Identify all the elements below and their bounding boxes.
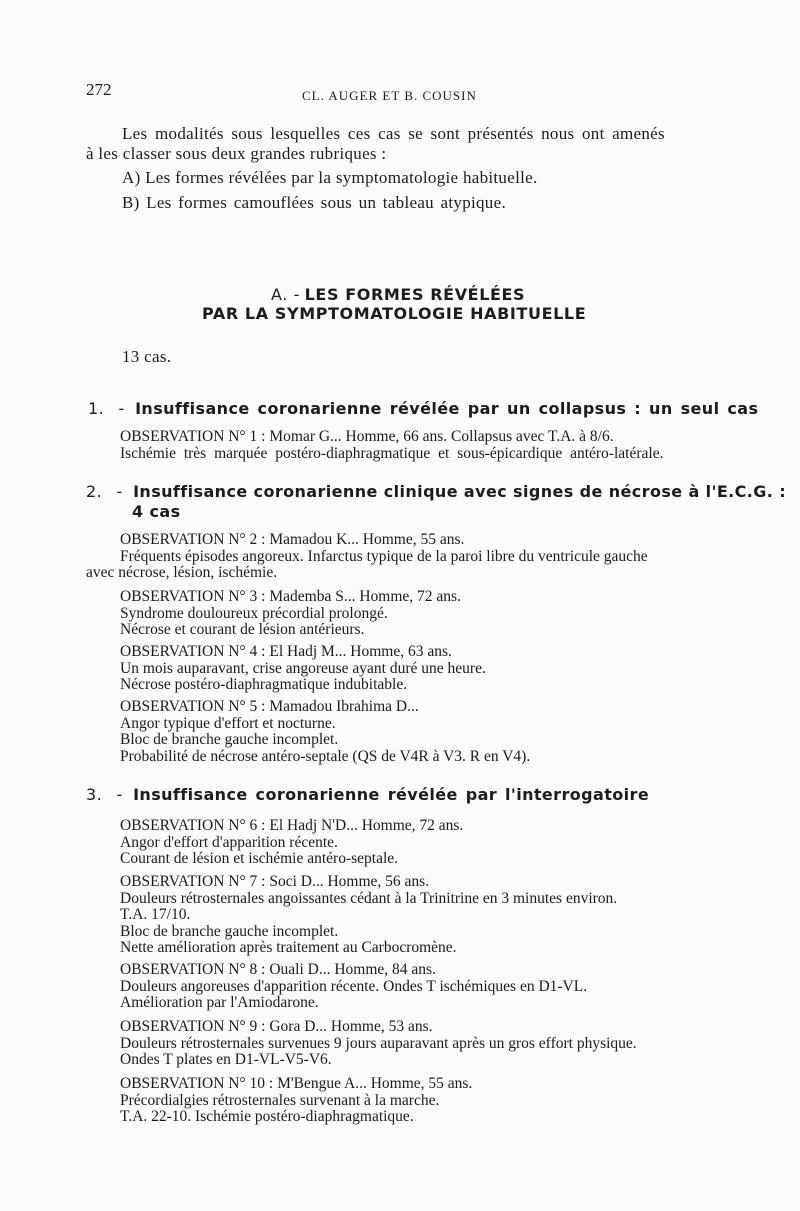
observation-3 [86,589,461,639]
observation-head: OBSERVATION N° 4 : El Hadj M... Homme, 63 ans. [120,643,452,660]
section-title-1: Insuffisance coronarienne révélée par un collapsus : un seul cas [135,399,759,418]
observation-line: Fréquents épisodes angoreux. Infarctus typique de la paroi libre du ventricule gauche [120,547,648,565]
observation-4 [86,644,486,694]
observation-line: T.A. 17/10. [120,906,191,923]
page-number: 272 [86,80,112,99]
observation-head: OBSERVATION N° 9 : Gora D... Homme, 53 ans. [120,1018,433,1035]
observation-line: Probabilité de nécrose antéro-septale (QS de V4R à V3. R en V4). [120,747,531,765]
observation-line: Bloc de branche gauche incomplet. [120,922,339,940]
observation-2 [86,532,648,582]
observation-line: Ondes T plates en D1-VL-V5-V6. [120,1051,332,1068]
section-heading-2 [86,482,786,502]
observation-line: avec nécrose, lésion, ischémie. [86,564,278,581]
section-number-2: 2. [86,482,103,501]
observation-head: OBSERVATION N° 1 : Momar G... Homme, 66 ans. Collapsus avec T.A. à 8/6. [120,428,614,445]
observation-line: Angor typique d'effort et nocturne. [120,714,336,732]
observation-7 [86,874,617,957]
observation-line: Nécrose postéro-diaphragmatique indubitable. [120,676,408,693]
part-a-heading-line-1 [271,285,525,305]
observation-head: OBSERVATION N° 6 : El Hadj N'D... Homme, 72 ans. [120,817,464,834]
observation-head: OBSERVATION N° 10 : M'Bengue A... Homme, 55 ans. [120,1075,473,1092]
observation-line: Ischémie très marquée postéro-diaphragmatique et sous-épicardique antéro-latérale. [120,444,664,462]
section-dash-1: - [118,399,125,418]
observation-5 [86,699,530,765]
observation-8 [86,962,587,1012]
observation-line: Bloc de branche gauche incomplet. [120,731,339,748]
observation-line: Un mois auparavant, crise angoreuse ayant duré une heure. [120,659,486,677]
observation-line: Précordialgies rétrosternales survenant à la marche. [120,1091,440,1109]
observation-line: Syndrome douloureux précordial prolongé. [120,604,388,622]
observation-line: Amélioration par l'Amiodarone. [120,994,319,1011]
part-a-title-1: LES FORMES RÉVÉLÉES [304,285,526,304]
observation-line: Douleurs rétrosternales angoissantes cédant à la Trinitrine en 3 minutes environ. [120,889,618,907]
observation-head: OBSERVATION N° 5 : Mamadou Ibrahima D... [120,698,419,715]
section-heading-3 [86,785,649,805]
section-title-3: Insuffisance coronarienne révélée par l'interrogatoire [133,785,650,804]
intro-line-2: à les classer sous deux grandes rubriques : [86,144,387,163]
intro-item-a: A) Les formes révélées par la symptomatologie habituelle. [122,168,538,187]
part-a-heading-line-2: PAR LA SYMPTOMATOLOGIE HABITUELLE [202,304,587,323]
observation-10 [86,1076,472,1126]
section-dash-2: - [116,482,123,501]
section-heading-1 [88,399,758,419]
section-dash-3: - [116,785,123,804]
observation-9 [86,1019,637,1069]
part-a-prefix: A. - [271,285,301,304]
section-number-3: 3. [86,785,103,804]
section-number-1: 1. [88,399,105,418]
observation-line: Douleurs rétrosternales survenues 9 jours auparavant après un gros effort physique. [120,1034,637,1052]
part-a-count: 13 cas. [122,347,172,366]
observation-head: OBSERVATION N° 2 : Mamadou K... Homme, 55 ans. [120,531,465,548]
observation-line: Nette amélioration après traitement au Carbocromène. [120,939,457,956]
section-title-2: Insuffisance coronarienne clinique avec signes de nécrose à l'E.C.G. : [133,482,787,501]
observation-head: OBSERVATION N° 7 : Soci D... Homme, 56 ans. [120,873,430,890]
intro-line-1: Les modalités sous lesquelles ces cas se sont présentés nous ont amenés [122,124,665,143]
observation-1 [86,429,663,462]
observation-line: Courant de lésion et ischémie antéro-septale. [120,850,399,867]
observation-line: Douleurs angoreuses d'apparition récente. Ondes T ischémiques en D1-VL. [120,977,588,995]
intro-item-b: B) Les formes camouflées sous un tableau atypique. [122,193,507,212]
observation-head: OBSERVATION N° 8 : Ouali D... Homme, 84 ans. [120,961,436,978]
section-title-2-cont: 4 cas [132,502,181,521]
running-head: CL. AUGER ET B. COUSIN [302,88,477,103]
observation-line: Nécrose et courant de lésion antérieurs. [120,621,365,638]
observation-line: T.A. 22-10. Ischémie postéro-diaphragmatique. [120,1108,414,1125]
observation-6 [86,818,463,868]
observation-head: OBSERVATION N° 3 : Mademba S... Homme, 72 ans. [120,588,461,605]
observation-line: Angor d'effort d'apparition récente. [120,833,338,851]
